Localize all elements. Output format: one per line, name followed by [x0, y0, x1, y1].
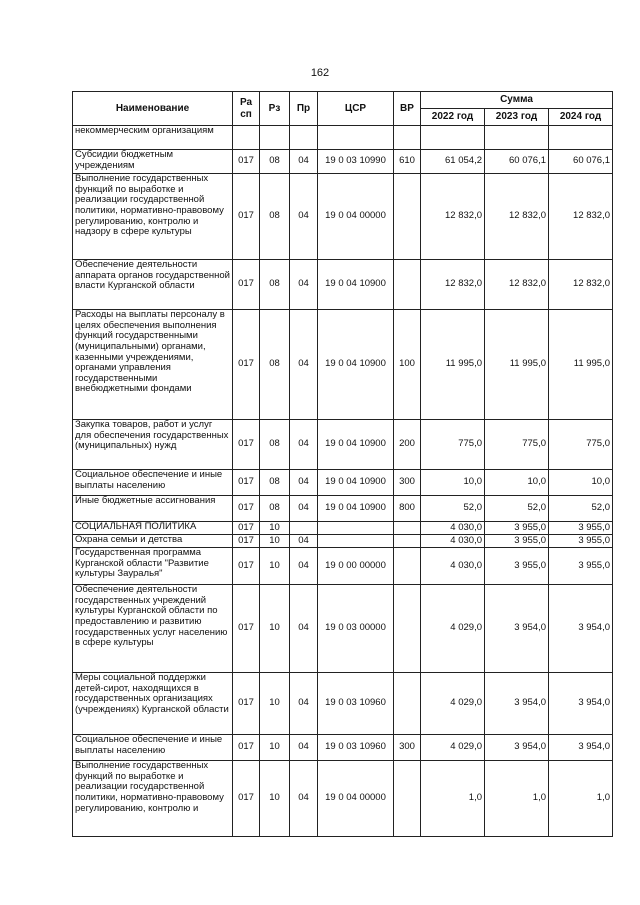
cell-y2022: 12 832,0 — [421, 174, 485, 260]
cell-y2023: 12 832,0 — [485, 174, 549, 260]
cell-y2022: 1,0 — [421, 761, 485, 837]
header-sum: Сумма — [421, 92, 613, 109]
table-row — [73, 673, 613, 735]
cell-pr: 04 — [290, 260, 318, 310]
table-row — [73, 535, 613, 548]
table-row — [73, 150, 613, 174]
cell-y2024: 3 954,0 — [549, 735, 613, 761]
header-pr: Пр — [290, 92, 318, 126]
cell-csr: 19 0 04 00000 — [318, 761, 394, 837]
cell-pr — [290, 522, 318, 535]
cell-y2024: 3 954,0 — [549, 585, 613, 673]
cell-rasp: 017 — [233, 150, 260, 174]
cell-rasp: 017 — [233, 496, 260, 522]
cell-vr: 300 — [394, 735, 421, 761]
cell-name: Закупка товаров, работ и услуг для обеспечения государственных (муниципальных) нужд — [73, 420, 233, 470]
cell-vr — [394, 535, 421, 548]
cell-y2024: 3 955,0 — [549, 522, 613, 535]
cell-y2024: 11 995,0 — [549, 310, 613, 420]
cell-name: Субсидии бюджетным учреждениям — [73, 150, 233, 174]
cell-rz: 08 — [260, 496, 290, 522]
table-row — [73, 761, 613, 837]
cell-csr: 19 0 00 00000 — [318, 548, 394, 585]
header-rz: Рз — [260, 92, 290, 126]
cell-rz: 10 — [260, 761, 290, 837]
cell-pr: 04 — [290, 548, 318, 585]
header-2024: 2024 год — [549, 109, 613, 126]
cell-y2023: 60 076,1 — [485, 150, 549, 174]
cell-name: Государственная программа Курганской области "Развитие культуры Зауралья" — [73, 548, 233, 585]
cell-name: Социальное обеспечение и иные выплаты населению — [73, 470, 233, 496]
cell-y2024: 52,0 — [549, 496, 613, 522]
cell-rasp — [233, 126, 260, 150]
cell-pr — [290, 126, 318, 150]
cell-y2024: 60 076,1 — [549, 150, 613, 174]
cell-rz: 10 — [260, 535, 290, 548]
cell-y2022: 4 029,0 — [421, 673, 485, 735]
cell-rasp: 017 — [233, 522, 260, 535]
table-row — [73, 522, 613, 535]
cell-y2022: 61 054,2 — [421, 150, 485, 174]
cell-rasp: 017 — [233, 585, 260, 673]
cell-pr: 04 — [290, 150, 318, 174]
cell-rz: 10 — [260, 673, 290, 735]
cell-vr — [394, 174, 421, 260]
cell-rz: 08 — [260, 310, 290, 420]
cell-rz: 08 — [260, 470, 290, 496]
cell-pr: 04 — [290, 470, 318, 496]
cell-y2022: 4 030,0 — [421, 548, 485, 585]
cell-y2023: 3 954,0 — [485, 673, 549, 735]
cell-csr: 19 0 04 00000 — [318, 174, 394, 260]
cell-y2023: 12 832,0 — [485, 260, 549, 310]
cell-pr: 04 — [290, 174, 318, 260]
cell-name: Обеспечение деятельности аппарата органов государственной власти Курганской области — [73, 260, 233, 310]
page-number: 162 — [310, 67, 330, 79]
table-row — [73, 420, 613, 470]
cell-y2022: 4 029,0 — [421, 735, 485, 761]
cell-rz: 08 — [260, 174, 290, 260]
cell-rz: 08 — [260, 150, 290, 174]
header-rasp: Ра сп — [233, 92, 260, 126]
cell-name: Расходы на выплаты персоналу в целях обеспечения выполнения функций государственными (муниципальными) органами, казенными учреждениями, органами управления государственными внебюджетными фондами — [73, 310, 233, 420]
table-row — [73, 310, 613, 420]
cell-rasp: 017 — [233, 761, 260, 837]
cell-vr — [394, 548, 421, 585]
cell-vr — [394, 585, 421, 673]
cell-rz: 10 — [260, 522, 290, 535]
cell-y2024: 3 955,0 — [549, 535, 613, 548]
cell-csr: 19 0 04 10900 — [318, 310, 394, 420]
cell-y2024: 775,0 — [549, 420, 613, 470]
cell-rz: 10 — [260, 548, 290, 585]
header-2023: 2023 год — [485, 109, 549, 126]
cell-y2022: 775,0 — [421, 420, 485, 470]
cell-csr — [318, 522, 394, 535]
cell-rz — [260, 126, 290, 150]
cell-y2022: 12 832,0 — [421, 260, 485, 310]
cell-pr: 04 — [290, 761, 318, 837]
cell-y2023: 1,0 — [485, 761, 549, 837]
cell-pr: 04 — [290, 420, 318, 470]
cell-pr: 04 — [290, 735, 318, 761]
cell-y2024: 3 954,0 — [549, 673, 613, 735]
cell-y2023: 11 995,0 — [485, 310, 549, 420]
cell-y2023: 3 955,0 — [485, 548, 549, 585]
cell-rasp: 017 — [233, 548, 260, 585]
cell-y2024: 10,0 — [549, 470, 613, 496]
cell-y2023 — [485, 126, 549, 150]
cell-rasp: 017 — [233, 673, 260, 735]
cell-pr: 04 — [290, 535, 318, 548]
cell-csr: 19 0 04 10900 — [318, 470, 394, 496]
table-body — [73, 126, 613, 837]
cell-pr: 04 — [290, 310, 318, 420]
cell-name: Обеспечение деятельности государственных учреждений культуры Курганской области по предоставлению и развитию государственных услуг населению в сфере культуры — [73, 585, 233, 673]
cell-y2024: 1,0 — [549, 761, 613, 837]
cell-rasp: 017 — [233, 310, 260, 420]
table-row — [73, 126, 613, 150]
cell-y2022: 10,0 — [421, 470, 485, 496]
cell-rasp: 017 — [233, 420, 260, 470]
cell-y2022: 4 030,0 — [421, 535, 485, 548]
cell-csr: 19 0 03 10990 — [318, 150, 394, 174]
header-name: Наименование — [73, 92, 233, 126]
cell-vr: 610 — [394, 150, 421, 174]
cell-y2023: 775,0 — [485, 420, 549, 470]
cell-name: Социальное обеспечение и иные выплаты населению — [73, 735, 233, 761]
cell-vr — [394, 761, 421, 837]
table-row — [73, 585, 613, 673]
cell-vr — [394, 126, 421, 150]
cell-y2023: 3 955,0 — [485, 535, 549, 548]
cell-y2023: 52,0 — [485, 496, 549, 522]
cell-vr — [394, 260, 421, 310]
cell-y2023: 10,0 — [485, 470, 549, 496]
cell-csr: 19 0 04 10900 — [318, 420, 394, 470]
cell-name: Охрана семьи и детства — [73, 535, 233, 548]
cell-vr: 100 — [394, 310, 421, 420]
cell-name: СОЦИАЛЬНАЯ ПОЛИТИКА — [73, 522, 233, 535]
cell-csr — [318, 126, 394, 150]
header-2022: 2022 год — [421, 109, 485, 126]
cell-vr — [394, 522, 421, 535]
table-row — [73, 496, 613, 522]
budget-table — [72, 91, 613, 837]
cell-y2022 — [421, 126, 485, 150]
table-row — [73, 470, 613, 496]
cell-csr: 19 0 03 10960 — [318, 673, 394, 735]
cell-y2022: 52,0 — [421, 496, 485, 522]
cell-vr: 200 — [394, 420, 421, 470]
table-row — [73, 735, 613, 761]
cell-vr: 800 — [394, 496, 421, 522]
cell-name: Выполнение государственных функций по выработке и реализации государственной политики, нормативно-правовому регулированию, контролю и надзору в сфере культуры — [73, 174, 233, 260]
cell-vr — [394, 673, 421, 735]
cell-pr: 04 — [290, 673, 318, 735]
cell-csr: 19 0 04 10900 — [318, 260, 394, 310]
cell-rasp: 017 — [233, 535, 260, 548]
cell-csr: 19 0 03 10960 — [318, 735, 394, 761]
cell-pr: 04 — [290, 585, 318, 673]
header-vr: ВР — [394, 92, 421, 126]
cell-y2023: 3 955,0 — [485, 522, 549, 535]
cell-y2024 — [549, 126, 613, 150]
cell-y2023: 3 954,0 — [485, 585, 549, 673]
table-row — [73, 548, 613, 585]
cell-rasp: 017 — [233, 470, 260, 496]
table-row — [73, 260, 613, 310]
header-csr: ЦСР — [318, 92, 394, 126]
cell-y2022: 11 995,0 — [421, 310, 485, 420]
cell-rz: 10 — [260, 735, 290, 761]
cell-csr — [318, 535, 394, 548]
cell-y2022: 4 030,0 — [421, 522, 485, 535]
cell-rasp: 017 — [233, 260, 260, 310]
cell-vr: 300 — [394, 470, 421, 496]
table-row — [73, 174, 613, 260]
cell-rz: 10 — [260, 585, 290, 673]
cell-y2024: 3 955,0 — [549, 548, 613, 585]
cell-name: некоммерческим организациям — [73, 126, 233, 150]
cell-rasp: 017 — [233, 735, 260, 761]
cell-y2022: 4 029,0 — [421, 585, 485, 673]
cell-csr: 19 0 03 00000 — [318, 585, 394, 673]
cell-csr: 19 0 04 10900 — [318, 496, 394, 522]
cell-y2023: 3 954,0 — [485, 735, 549, 761]
cell-name: Выполнение государственных функций по выработке и реализации государственной политики, нормативно-правовому регулированию, контролю и — [73, 761, 233, 837]
cell-name: Меры социальной поддержки детей-сирот, находящихся в государственных организациях (учреждениях) Курганской области — [73, 673, 233, 735]
cell-rasp: 017 — [233, 174, 260, 260]
cell-y2024: 12 832,0 — [549, 174, 613, 260]
cell-rz: 08 — [260, 420, 290, 470]
cell-rz: 08 — [260, 260, 290, 310]
cell-y2024: 12 832,0 — [549, 260, 613, 310]
cell-name: Иные бюджетные ассигнования — [73, 496, 233, 522]
cell-pr: 04 — [290, 496, 318, 522]
